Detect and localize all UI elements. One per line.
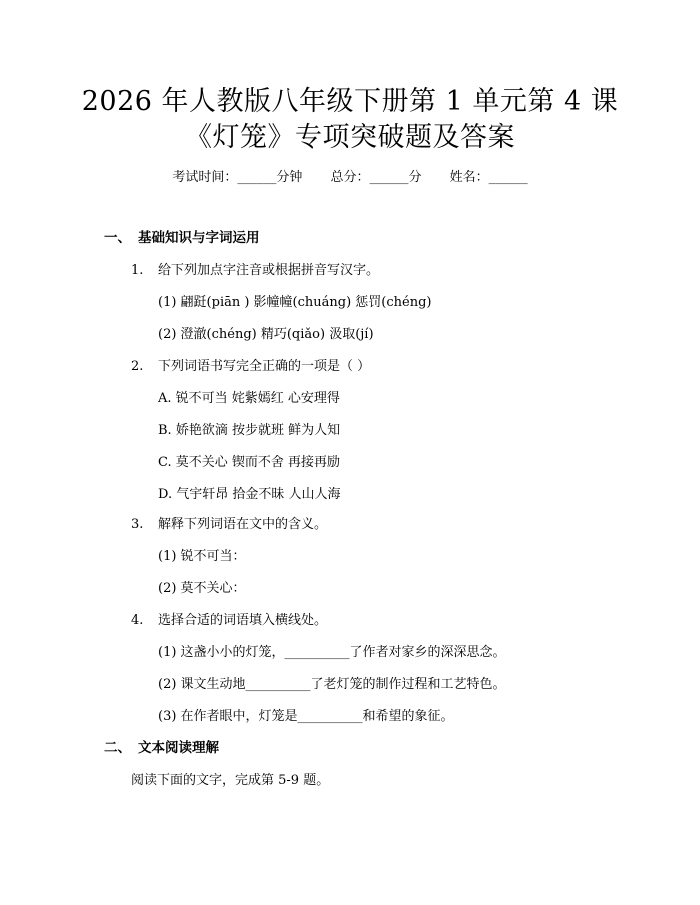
section-heading bbox=[104, 232, 260, 246]
question-number: 3. bbox=[131, 517, 144, 532]
question-item: (2) 课文生动地__________了老灯笼的制作过程和工艺特色。 bbox=[158, 677, 506, 692]
question-number: 4. bbox=[131, 613, 144, 628]
option-c: C. 莫不关心 锲而不舍 再接再励 bbox=[158, 455, 341, 470]
exam-name: 姓名：______ bbox=[449, 170, 528, 185]
exam-score: 总分：______分 bbox=[330, 170, 422, 185]
question-item: (2) 莫不关心： bbox=[158, 581, 246, 596]
question bbox=[131, 264, 379, 277]
section-heading bbox=[104, 742, 219, 756]
document-title-line-1: 2026 年人教版八年级下册第 1 单元第 4 课 bbox=[81, 86, 619, 117]
option-d: D. 气宇轩昂 拾金不昧 人山人海 bbox=[158, 487, 341, 502]
option-b: B. 娇艳欲滴 按步就班 鲜为人知 bbox=[158, 423, 341, 438]
question bbox=[131, 518, 327, 531]
question bbox=[131, 360, 370, 373]
reading-intro: 阅读下面的文字，完成第 5-9 题。 bbox=[131, 773, 330, 788]
question-text: 给下列加点字注音或根据拼音写汉字。 bbox=[158, 263, 380, 278]
question-text: 选择合适的词语填入横线处。 bbox=[158, 613, 328, 628]
question-number: 2. bbox=[131, 359, 144, 374]
document-title-line-2: 《灯笼》专项突破题及答案 bbox=[185, 122, 515, 153]
question-text: 解释下列词语在文中的含义。 bbox=[158, 517, 328, 532]
question-text: 下列词语书写完全正确的一项是（ ） bbox=[158, 359, 371, 374]
option-a: A. 锐不可当 姹紫嫣红 心安理得 bbox=[158, 391, 340, 406]
section-number: 一、 bbox=[104, 230, 131, 246]
section-number: 二、 bbox=[104, 740, 131, 756]
exam-time: 考试时间：______分钟 bbox=[172, 170, 303, 185]
question-item: (1) 翩跹(piān ) 影幢幢(chuáng) 惩罚(chéng) bbox=[158, 295, 432, 310]
question-item: (2) 澄澈(chéng) 精巧(qiǎo) 汲取(jí) bbox=[158, 327, 374, 342]
question-item: (1) 锐不可当： bbox=[158, 549, 246, 564]
section-title: 文本阅读理解 bbox=[138, 740, 219, 756]
question bbox=[131, 614, 327, 627]
question-number: 1. bbox=[131, 263, 144, 278]
section-title: 基础知识与字词运用 bbox=[138, 230, 260, 246]
question-item: (3) 在作者眼中，灯笼是__________和希望的象征。 bbox=[158, 709, 454, 724]
exam-info bbox=[0, 171, 700, 184]
question-item: (1) 这盏小小的灯笼，__________了作者对家乡的深深思念。 bbox=[158, 645, 506, 660]
